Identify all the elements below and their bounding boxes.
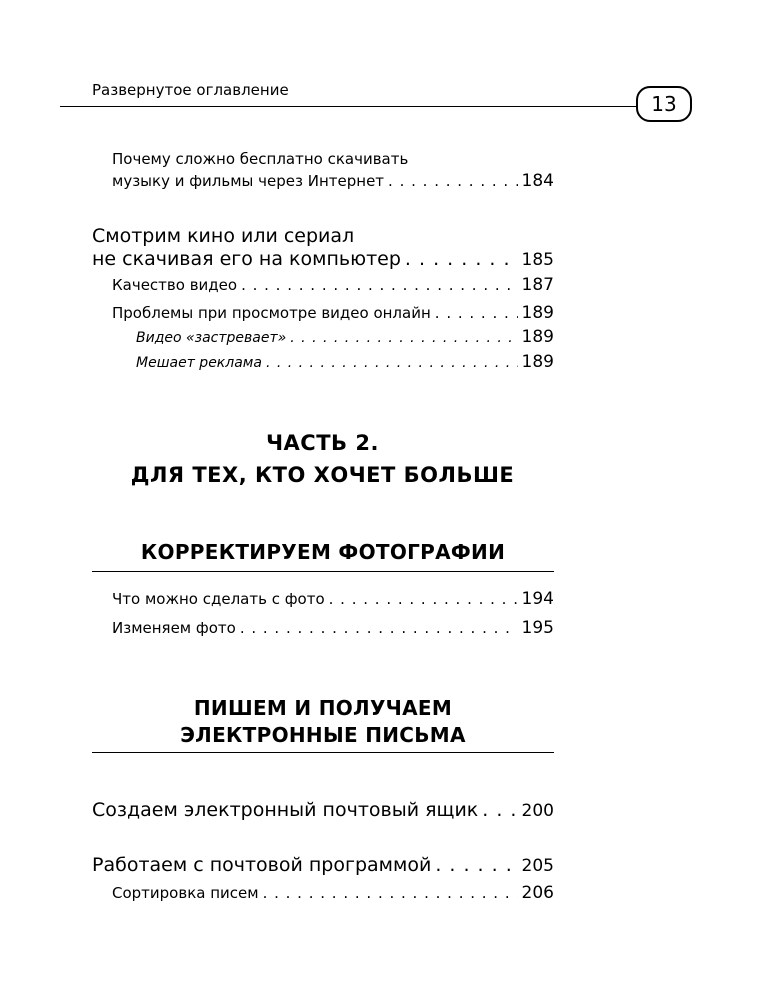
- section-rule: [92, 571, 554, 572]
- toc-page-number: 194: [521, 589, 554, 609]
- toc-page-number: 195: [521, 618, 554, 638]
- leader-dots: [405, 247, 518, 271]
- toc-entry[interactable]: [112, 170, 554, 192]
- leader-dots: [435, 302, 518, 324]
- toc-entry-line: Почему сложно бесплатно скачивать: [112, 150, 409, 168]
- toc-entry-title: Изменяем фото: [112, 619, 236, 637]
- toc-chapter[interactable]: [92, 798, 554, 823]
- section-rule: [92, 752, 554, 753]
- toc-entry-title: Качество видео: [112, 276, 238, 294]
- toc-subentry[interactable]: [136, 351, 554, 374]
- toc-page-number: 189: [521, 303, 554, 323]
- toc-subentry-title: Видео «застревает»: [136, 330, 287, 346]
- section-heading-line1: ПИШЕМ И ПОЛУЧАЕМ: [193, 696, 453, 720]
- header-rule: [60, 106, 650, 107]
- toc-chapter[interactable]: [92, 853, 554, 878]
- toc-chapter-title: Создаем электронный почтовый ящик: [92, 799, 479, 821]
- toc-entry[interactable]: [112, 617, 554, 639]
- toc-entry-title: Сортировка писем: [112, 884, 259, 902]
- section-heading-line2: ЭЛЕКТРОННЫЕ ПИСЬМА: [180, 723, 466, 747]
- leader-dots: [388, 170, 518, 192]
- toc-page-number: 187: [521, 275, 554, 295]
- leader-dots: [329, 588, 518, 610]
- leader-dots: [240, 617, 518, 639]
- leader-dots: [482, 798, 517, 822]
- toc-page-number: 206: [521, 883, 554, 903]
- toc-chapter-line: Смотрим кино или сериал: [92, 225, 355, 247]
- leader-dots: [435, 853, 517, 877]
- leader-dots: [241, 274, 517, 296]
- toc-page-number: 205: [521, 856, 554, 876]
- running-header: Развернутое оглавление: [92, 81, 289, 99]
- toc-entry[interactable]: [112, 274, 554, 296]
- toc-entry-title: музыку и фильмы через Интернет: [112, 172, 385, 190]
- toc-chapter-title: не скачивая его на компьютер: [92, 248, 401, 270]
- toc-entry-title: Что можно сделать с фото: [112, 590, 325, 608]
- toc-subentry[interactable]: [136, 326, 554, 349]
- toc-subentry-title: Мешает реклама: [136, 355, 262, 371]
- leader-dots: [266, 352, 518, 374]
- toc-entry[interactable]: [112, 882, 554, 904]
- leader-dots: [263, 882, 518, 904]
- toc-page-number: 189: [521, 327, 554, 347]
- toc-page-number: 184: [521, 171, 554, 191]
- toc-page-number: 189: [521, 352, 554, 372]
- part-heading-line2: ДЛЯ ТЕХ, КТО ХОЧЕТ БОЛЬШЕ: [130, 463, 515, 487]
- toc-chapter[interactable]: [92, 247, 554, 272]
- toc-entry-title: Проблемы при просмотре видео онлайн: [112, 304, 431, 322]
- part-heading-line1: ЧАСТЬ 2.: [266, 431, 379, 455]
- leader-dots: [290, 327, 517, 349]
- toc-page-number: 185: [521, 250, 554, 270]
- section-heading: КОРРЕКТИРУЕМ ФОТОГРАФИИ: [140, 540, 506, 564]
- toc-entry[interactable]: [112, 302, 554, 324]
- toc-chapter-title: Работаем с почтовой программой: [92, 854, 432, 876]
- toc-entry[interactable]: [112, 588, 554, 610]
- toc-page-number: 200: [521, 801, 554, 821]
- page-number-badge: 13: [636, 86, 692, 122]
